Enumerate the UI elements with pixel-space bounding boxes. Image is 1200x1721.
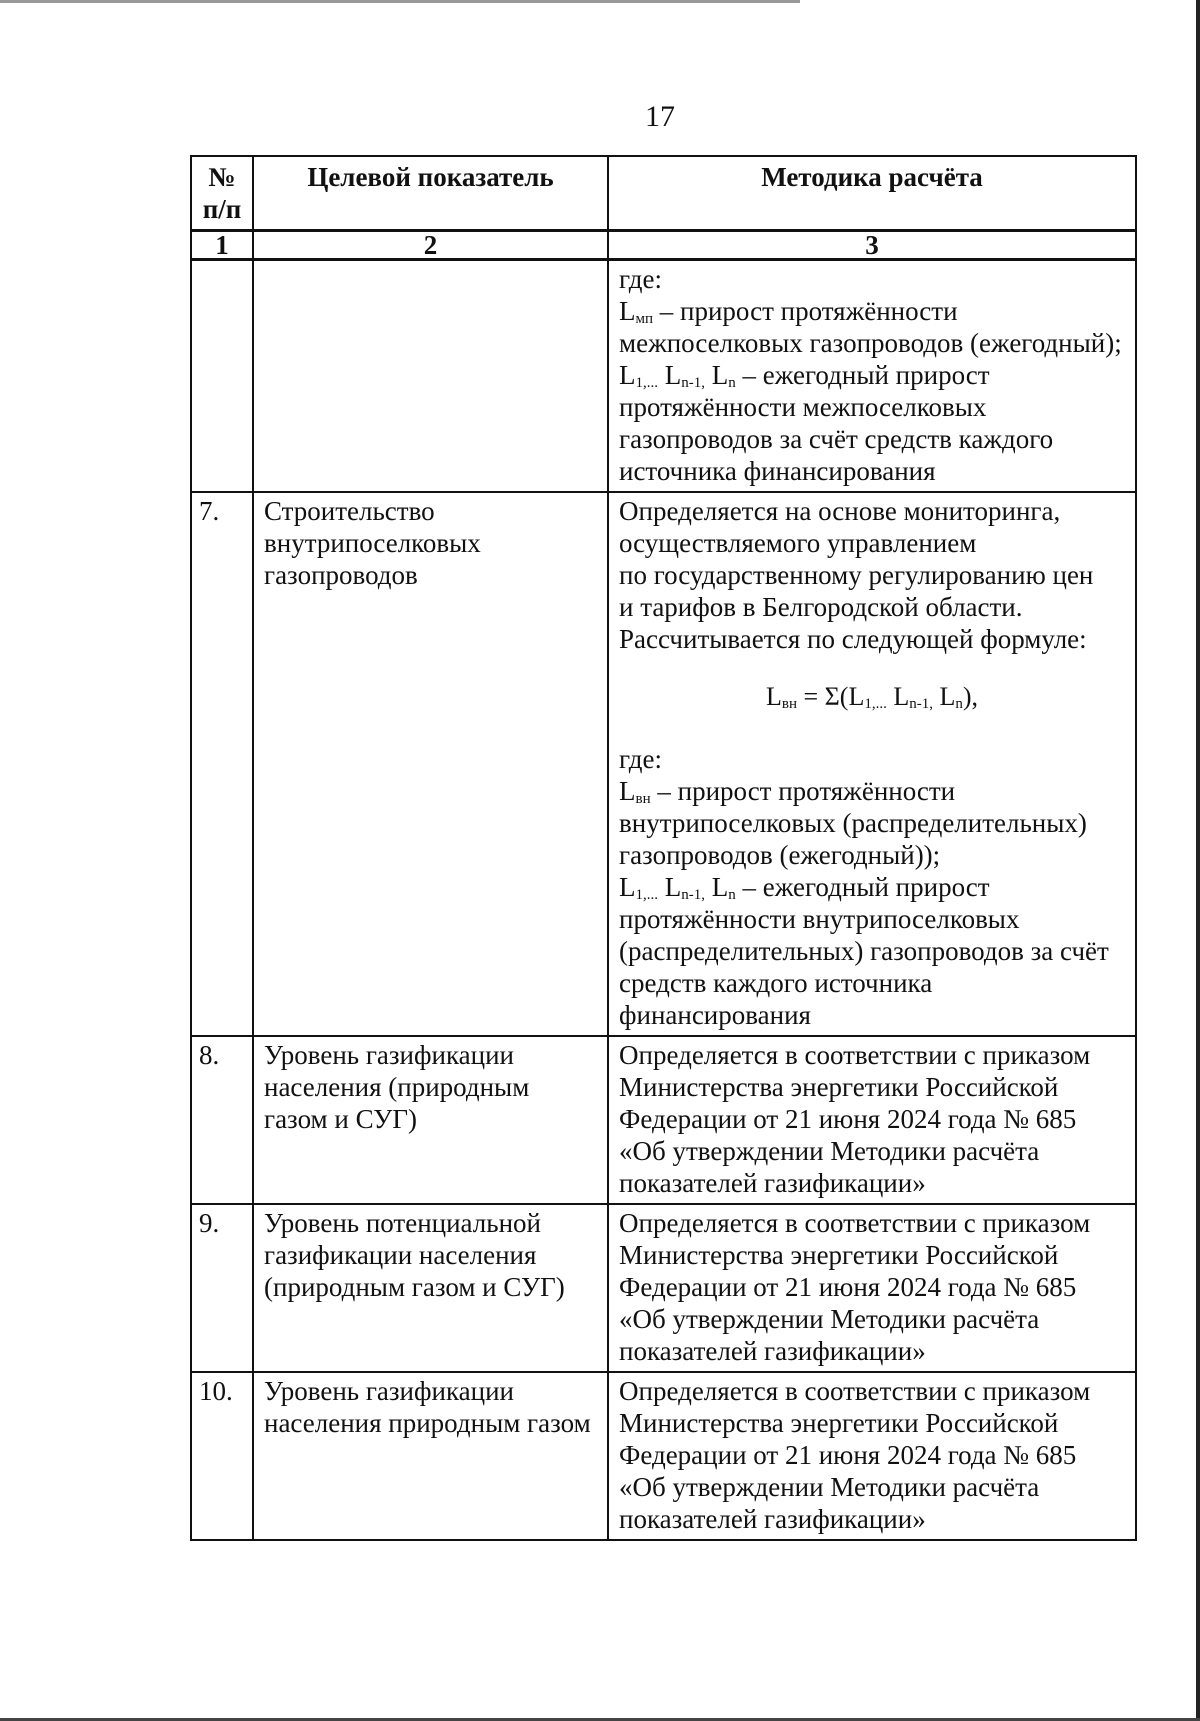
table-row-8 [191,1036,1136,1204]
row-number: 8. [191,1036,253,1204]
indicator-cell: Уровень газификации населения (природным газом и СУГ) [253,1036,608,1204]
method-line: Рассчитывается по следующей формуле: [619,624,1087,654]
indicator-cell: Уровень газификации населения природным газом [253,1372,608,1540]
column-number-2: 2 [253,231,608,260]
table-header-row [191,156,1136,231]
where-label: где: [619,264,662,294]
cell-empty [191,260,253,493]
lmp-definition: прирост протяжённости межпоселковых газопроводов (ежегодный); [619,296,1122,358]
l-definition-line: $L_{1,...}$ $L_{n-1,}$ $L_n$ – ежегодный прирост протяжённости внутрипоселковых (распределительных) газопроводов за счёт средств каждого источника финансирования [619,872,1109,1030]
lvn-definition: прирост протяжённости внутрипоселковых (распределительных) газопроводов (ежегодный)); [619,776,1087,870]
page-number: 17 [645,100,675,133]
method-line: и тарифов в Белгородской области. [619,592,1023,622]
table-row-10 [191,1372,1136,1540]
method-cell: Определяется в соответствии с приказом Министерства энергетики Российской Федерации от 21 июня 2024 года № 685 «Об утверждении Методики расчёта показателей газификации» [608,1204,1136,1372]
method-cell: Определяется на основе мониторинга, осуществляемого управлением по государственному регулированию цен и тарифов в Белгородской области. Рассчитывается по следующей формуле: $L_{вн} = \Sigma(L_{1,...}$ $L_{n-1,}$ $L_n$), где: $L_{вн}$ – прирост протяжённости внутрипоселковых (распределительных) газопроводов (ежегодный)); $L_{1,...}$ $L_{n-1,}$ $L_n$ – ежегодный прирост протяжённости внутрипоселковых (распределительных) газопроводов за счёт средств каждого источника финансирования [608,492,1136,1036]
symbol-lmp: $L_{мп}$ [619,296,654,327]
indicator-cell: Строительство внутрипоселковых газопроводов [253,492,608,1036]
where-label: где: [619,744,662,774]
cell-empty [253,260,608,493]
method-line: по государственному регулированию цен [619,560,1094,590]
method-cell: Определяется в соответствии с приказом Министерства энергетики Российской Федерации от 21 июня 2024 года № 685 «Об утверждении Методики расчёта показателей газификации» [608,1372,1136,1540]
column-number-3: 3 [608,231,1136,260]
symbol-lvn: $L_{вн}$ [619,776,651,807]
formula-lvn: $L_{вн} = \Sigma(L_{1,...}$ $L_{n-1,}$ $L_n$), [765,682,979,712]
scan-right-edge [1196,0,1200,1721]
header-method: Методика расчёта [608,156,1136,231]
indicator-cell: Уровень потенциальной газификации населения (природным газом и СУГ) [253,1204,608,1372]
table-row-7 [191,492,1136,1036]
column-number-1: 1 [191,231,253,260]
indicators-table [190,155,1137,1541]
row-number: 10. [191,1372,253,1540]
l-definition: ежегодный прирост протяжённости внутрипоселковых (распределительных) газопроводов за счёт средств каждого источника финансирования [619,872,1109,1030]
method-cell: где: $L_{мп}$ – прирост протяжённости межпоселковых газопроводов (ежегодный); $L_{1,...}$ $L_{n-1,}$ $L_n$ – ежегодный прирост протяжённости межпоселковых газопроводов за счёт средств каждого источника финансирования [608,260,1136,493]
method-cell: Определяется в соответствии с приказом Министерства энергетики Российской Федерации от 21 июня 2024 года № 685 «Об утверждении Методики расчёта показателей газификации» [608,1036,1136,1204]
method-line: осуществляемого управлением [619,528,977,558]
table-row-9 [191,1204,1136,1372]
method-line: Определяется на основе мониторинга, [619,496,1061,526]
l-definition: ежегодный прирост протяжённости межпоселковых газопроводов за счёт средств каждого источника финансирования [619,360,1054,486]
row-number: 7. [191,492,253,1036]
scan-top-edge [0,0,800,3]
header-number: № п/п [191,156,253,231]
row-number: 9. [191,1204,253,1372]
l-definition-line: $L_{1,...}$ $L_{n-1,}$ $L_n$ – ежегодный прирост протяжённости межпоселковых газопроводов за счёт средств каждого источника финансирования [619,360,1054,486]
column-numbers-row [191,231,1136,260]
header-indicator: Целевой показатель [253,156,608,231]
table-row-continuation [191,260,1136,493]
